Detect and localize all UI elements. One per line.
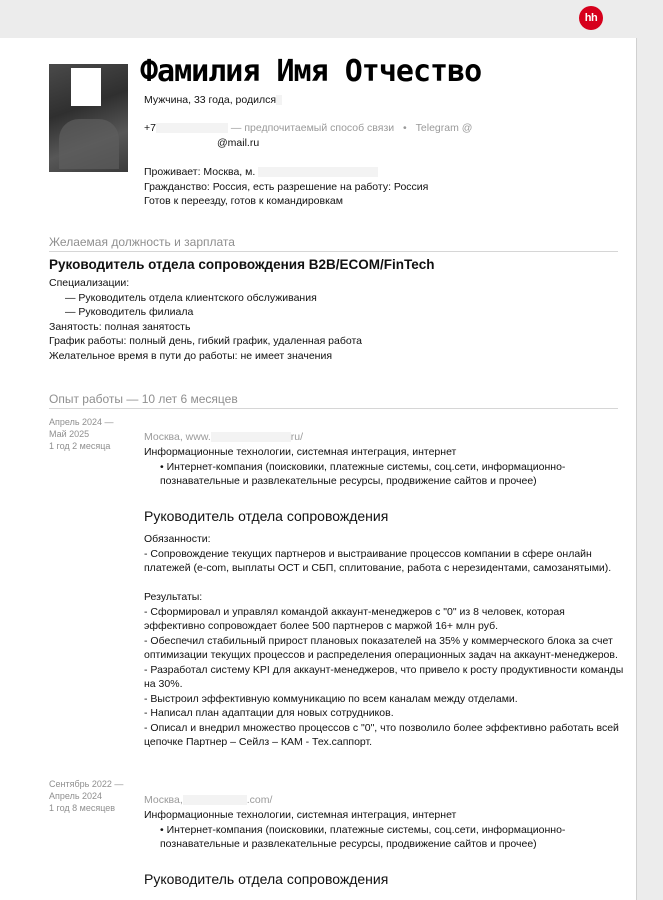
separator-dot: •	[403, 122, 407, 134]
industry-bullet: • Интернет-компания (поисковики, платежные системы, соц.сети, информационно-познавательные и развлекательные ресурсы, продвижение сайтов и прочее)	[160, 460, 566, 487]
result-item: - Описал и внедрил множество процессов с "0", что позволило более эффективно работать всей цепочке Партнер – Сейлз – КАМ - Тех.саппорт.	[144, 721, 619, 748]
resume-page	[0, 38, 637, 900]
section-experience: Опыт работы — 10 лет 6 месяцев	[49, 392, 618, 409]
duration: 1 год 2 месяца	[49, 441, 111, 451]
hh-logo-icon[interactable]: hh	[579, 6, 603, 30]
results-label: Результаты:	[144, 591, 203, 603]
redaction	[276, 95, 282, 105]
employment: Занятость: полная занятость	[49, 321, 191, 333]
summary-text: Мужчина, 33 года, родился	[144, 94, 277, 106]
result-item: - Выстроил эффективную коммуникацию по всем каналам между отделами.	[144, 692, 518, 705]
job-title: Руководитель отдела сопровождения	[144, 508, 389, 524]
personal-summary	[144, 93, 282, 108]
result-item: - Написал план адаптации для новых сотрудников.	[144, 707, 394, 719]
duties-text: - Сопровождение текущих партнеров и выстраивание процессов компании в сфере онлайн платежей (e-com, выплаты ОСТ и СБП, сплитование, работа с нерезидентами, самозанятыми).	[144, 547, 612, 574]
industry-bullet: • Интернет-компания (поисковики, платежные системы, соц.сети, информационно-познавательные и развлекательные ресурсы, продвижение сайтов и прочее)	[160, 823, 566, 850]
top-bar	[0, 0, 663, 38]
job-dates	[49, 416, 139, 452]
contact-preference: — предпочитаемый способ связи	[230, 122, 395, 134]
telegram-link[interactable]: Telegram @	[415, 122, 473, 134]
citizenship: Гражданство: Россия, есть разрешение на работу: Россия	[144, 181, 429, 193]
candidate-name: Фамилия Имя Отчество	[140, 54, 482, 89]
residence-text: Проживает: Москва, м.	[144, 166, 256, 178]
schedule: График работы: полный день, гибкий график, удаленная работа	[49, 335, 363, 347]
spec-item: — Руководитель отдела клиентского обслуживания	[65, 292, 317, 304]
date-from: Сентябрь 2022 —	[49, 779, 124, 789]
section-desired-position: Желаемая должность и зарплата	[49, 235, 618, 252]
desired-position-title: Руководитель отдела сопровождения B2B/ECOM/FinTech	[49, 257, 435, 272]
redaction	[183, 795, 247, 805]
result-item: - Разработал систему KPI для аккаунт-менеджеров, что привело к росту продуктивности команды на 30%.	[144, 663, 624, 690]
profile-photo	[49, 64, 128, 172]
date-to: Апрель 2024	[49, 791, 103, 801]
job-dates	[49, 778, 139, 814]
result-item: - Обеспечил стабильный прирост плановых показателей на 35% у коммерческого блока за счет оптимизации текущих процессов и распределения операционных задач на аккаунт-менеджеров.	[144, 634, 618, 661]
date-from: Апрель 2024 —	[49, 417, 114, 427]
result-item: - Сформировал и управлял командой аккаунт-менеджеров с "0" из 8 человек, которая эффективно сопровождает более 500 партнеров с маржой 16+ млн руб.	[144, 605, 565, 632]
residence	[144, 165, 378, 180]
relocation: Готов к переезду, готов к командировкам	[144, 195, 343, 207]
company-line	[144, 793, 272, 808]
industry-text: Информационные технологии, системная интеграция, интернет	[144, 446, 457, 458]
company-site-suffix[interactable]: ru/	[290, 431, 304, 443]
company-site-suffix[interactable]: .com/	[246, 794, 273, 806]
redaction	[258, 167, 378, 177]
duration: 1 год 8 месяцев	[49, 803, 116, 813]
company-line	[144, 430, 303, 445]
redaction	[211, 432, 291, 442]
photo-redaction	[71, 68, 101, 106]
industry	[144, 808, 624, 852]
spec-label: Специализации:	[49, 277, 130, 289]
email-link[interactable]: @mail.ru	[217, 137, 260, 149]
industry-text: Информационные технологии, системная интеграция, интернет	[144, 809, 457, 821]
redaction	[156, 123, 228, 133]
company-site[interactable]: Москва,	[144, 794, 183, 806]
industry	[144, 445, 624, 489]
commute: Желательное время в пути до работы: не имеет значения	[49, 350, 333, 362]
job-description	[144, 532, 624, 750]
phone[interactable]: +7	[144, 122, 156, 134]
date-to: Май 2025	[49, 429, 90, 439]
job-title: Руководитель отдела сопровождения	[144, 871, 389, 887]
photo-silhouette	[59, 119, 119, 169]
duties-label: Обязанности:	[144, 533, 211, 545]
company-site[interactable]: Москва, www.	[144, 431, 211, 443]
contact-line	[144, 121, 472, 136]
spec-item: — Руководитель филиала	[65, 306, 194, 318]
scroll-gutter	[637, 38, 663, 900]
